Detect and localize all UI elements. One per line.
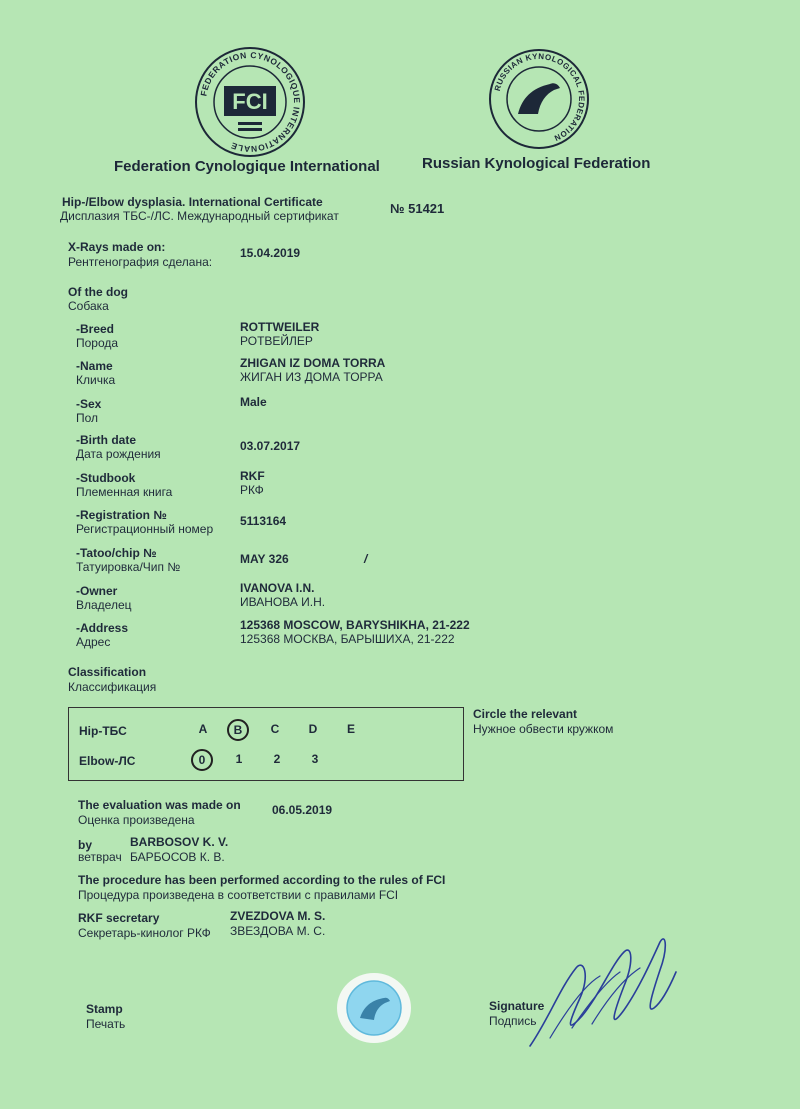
breed-value: ROTTWEILER РОТВЕЙЛЕР — [240, 320, 320, 348]
secretary-label-en: RKF secretary — [78, 911, 160, 925]
name-value: ZHIGAN IZ DOMA TORRA ЖИГАН ИЗ ДОМА ТОРРА — [240, 356, 386, 384]
rkf-title: Russian Kynological Federation — [422, 155, 651, 172]
owner-value: IVANOVA I.N. ИВАНОВА И.Н. — [240, 581, 326, 609]
classification-heading-en: Classification — [68, 665, 147, 679]
name-label: -Name Кличка — [76, 359, 116, 387]
hip-grade-a: A — [198, 722, 208, 736]
birth-date-value: 03.07.2017 — [240, 439, 301, 453]
signature-label-en: Signature — [489, 999, 545, 1013]
procedure-en: The procedure has been performed according to the rules of FCI — [78, 873, 446, 887]
studbook-label: -Studbook Племенная книга — [76, 471, 173, 499]
fci-seal — [194, 46, 306, 158]
hip-grade-e: E — [346, 722, 355, 736]
owner-label: -Owner Владелец — [76, 584, 132, 612]
certificate-title-en: Hip-/Elbow dysplasia. International Certificate — [62, 195, 323, 209]
circle-note-ru: Нужное обвести кружком — [473, 722, 614, 736]
registration-value: 5113164 — [240, 514, 287, 528]
hip-grade-d: D — [308, 722, 318, 736]
secretary-name-ru: ЗВЕЗДОВА М. С. — [230, 924, 326, 938]
hip-grade-b-circled: B — [227, 719, 249, 741]
dog-heading-en: Of the dog — [68, 285, 128, 299]
fci-seal-text: FEDERATION CYNOLOGIQUE INTERNATIONALE — [198, 49, 303, 155]
chip-label: -Tatoo/chip № Татуировка/Чип № — [76, 546, 181, 574]
sex-label: -Sex Пол — [76, 397, 102, 425]
rkf-stamp — [336, 972, 412, 1044]
elbow-label: Elbow-ЛС — [79, 754, 136, 768]
dog-heading-ru: Собака — [68, 299, 109, 313]
xray-date: 15.04.2019 — [240, 246, 301, 260]
vet-name-ru: БАРБОСОВ К. В. — [130, 850, 225, 864]
chip-separator: / — [364, 552, 368, 566]
evaluation-label-ru: Оценка произведена — [78, 813, 195, 827]
secretary-name-en: ZVEZDOVA M. S. — [230, 909, 326, 923]
fci-abbr: FCI — [232, 89, 268, 114]
handwritten-signature — [520, 928, 680, 1063]
studbook-value: RKF РКФ — [240, 469, 265, 497]
elbow-grade-2: 2 — [273, 752, 281, 766]
stamp-label-ru: Печать — [86, 1017, 126, 1031]
rkf-seal-text: RUSSIAN KYNOLOGICAL FEDERATION — [492, 51, 587, 143]
evaluation-label-en: The evaluation was made on — [78, 798, 241, 812]
xray-label-ru: Рентгенография сделана: — [68, 255, 213, 269]
elbow-grade-0-circled: 0 — [191, 749, 213, 771]
circle-note-en: Circle the relevant — [473, 707, 578, 721]
breed-label: -Breed Порода — [76, 322, 119, 350]
address-value: 125368 MOSCOW, BARYSHIKHA, 21-222 125368 МОСКВА, БАРЫШИХА, 21-222 — [240, 618, 470, 646]
hip-label: Hip-ТБС — [79, 724, 127, 738]
vet-name-en: BARBOSOV K. V. — [130, 835, 229, 849]
procedure-ru: Процедура произведена в соответствии с правилами FCI — [78, 888, 399, 902]
rkf-seal — [488, 48, 590, 150]
hip-grade-c: C — [270, 722, 280, 736]
sex-value: Male — [240, 395, 267, 409]
chip-value: MAY 326 — [240, 552, 289, 566]
fci-title: Federation Cynologique International — [114, 158, 380, 175]
certificate-number: № 51421 — [390, 201, 445, 216]
by-label-ru: ветврач — [78, 850, 122, 864]
classification-heading-ru: Классификация — [68, 680, 157, 694]
birth-date-label: -Birth date Дата рождения — [76, 433, 161, 461]
elbow-grade-1: 1 — [235, 752, 243, 766]
secretary-label-ru: Секретарь-кинолог РКФ — [78, 926, 211, 940]
classification-box — [68, 707, 464, 781]
certificate-title-ru: Дисплазия ТБС-/ЛС. Международный сертификат — [60, 209, 339, 223]
address-label: -Address Адрес — [76, 621, 129, 649]
signature-label-ru: Подпись — [489, 1014, 537, 1028]
dog-head-icon — [518, 83, 560, 114]
evaluation-date: 06.05.2019 — [272, 803, 333, 817]
by-label-en: by — [78, 838, 93, 852]
stamp-label-en: Stamp — [86, 1002, 123, 1016]
xray-label-en: X-Rays made on: — [68, 240, 166, 254]
elbow-grade-3: 3 — [311, 752, 319, 766]
registration-label: -Registration № Регистрационный номер — [76, 508, 214, 536]
